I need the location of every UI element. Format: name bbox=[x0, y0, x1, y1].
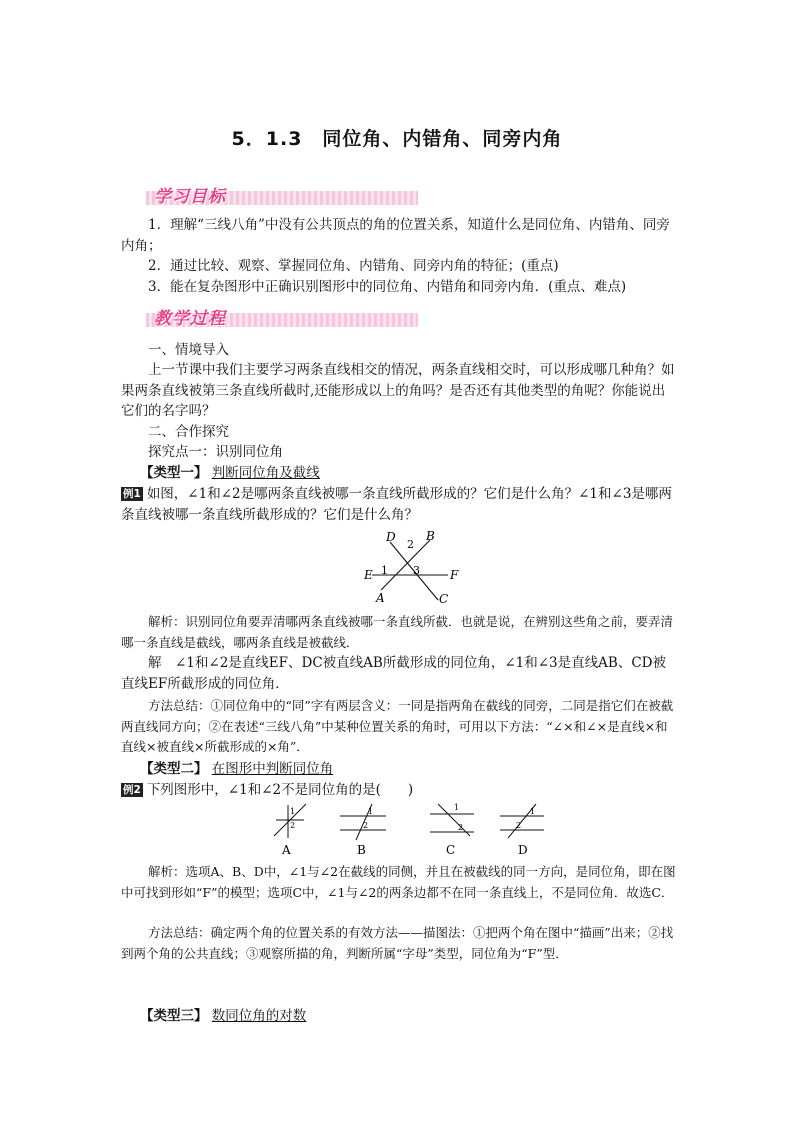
type-title: 判断同位角及截线 bbox=[211, 465, 320, 481]
point1-heading: 探究点一：识别同位角 bbox=[148, 444, 283, 460]
type1-heading bbox=[140, 463, 696, 484]
method-summary-1: 方法总结：①同位角中的“同”字有两层含义：一同是指两角在截线的同旁，二同是指它们在被截两直线同方向；②在表述“三线八角”中某种位置关系的角时，可用以下方法：“∠×和∠×是直线×和直线×被直线×所截形成的×角”． bbox=[121, 698, 674, 754]
type-title: 在图形中判断同位角 bbox=[211, 761, 334, 777]
goal-1: 1．理解“三线八角”中没有公共顶点的角的位置关系，知道什么是同位角、内错角、同旁内角； bbox=[121, 217, 670, 254]
analysis-2: 解析：选项A、B、D中，∠1与∠2在截线的同侧，并且在被截线的同一方向，是同位角，即在图中可找到形如“F”的模型；选项C中，∠1与∠2的两条边都不在同一条直线上，不是同位角．故选C． bbox=[121, 864, 676, 900]
goal-3: 3．能在复杂图形中正确识别图形中的同位角、内错角和同旁内角．(重点、难点) bbox=[148, 279, 627, 295]
angle-label-2: 2 bbox=[290, 821, 296, 830]
intro-heading: 一、情境导入 bbox=[148, 342, 229, 358]
option-label-b: B bbox=[357, 843, 366, 857]
type-bracket: 【类型一】 bbox=[140, 465, 208, 481]
angle-label-3: 3 bbox=[413, 564, 420, 577]
figure-1-diagram bbox=[350, 528, 470, 608]
option-b-figure bbox=[340, 804, 386, 840]
angle-label-1: 1 bbox=[530, 807, 536, 816]
angle-label-2: 2 bbox=[516, 821, 522, 830]
label-B: B bbox=[426, 529, 435, 543]
type-title: 数同位角的对数 bbox=[211, 1008, 307, 1024]
type3-heading bbox=[140, 1006, 696, 1027]
coop-heading: 二、合作探究 bbox=[148, 424, 229, 440]
goal-2: 2．通过比较、观察、掌握同位角、内错角、同旁内角的特征；(重点) bbox=[148, 258, 559, 274]
figure-options-diagram bbox=[268, 800, 558, 858]
angle-label-1: 1 bbox=[290, 807, 296, 816]
analysis-1: 解析：识别同位角要弄清哪两条直线被哪一条直线所截．也就是说，在辨别这些角之前，要弄清哪一条直线是截线，哪两条直线是被截线． bbox=[121, 614, 674, 650]
angle-label-1: 1 bbox=[381, 564, 388, 577]
option-label-d: D bbox=[518, 843, 528, 857]
type2-heading bbox=[140, 759, 696, 780]
angle-label-2: 2 bbox=[407, 538, 414, 551]
option-label-a: A bbox=[282, 843, 291, 857]
method-summary-2: 方法总结：确定两个角的位置关系的有效方法——描图法：①把两个角在图中“描画”出来；②找到两个角的公共直线；③观察所描的角，判断所属“字母”类型，同位角为“F”型． bbox=[121, 925, 674, 961]
example-badge: 例2 bbox=[123, 784, 141, 796]
section-banner-goals bbox=[146, 182, 418, 208]
option-d-figure bbox=[500, 804, 544, 838]
label-F: F bbox=[450, 568, 459, 582]
example-text: 如图，∠1和∠2是哪两条直线被哪一条直线所截形成的？它们是什么角？∠1和∠3是哪两条直线被哪一条直线所截形成的？它们是什么角？ bbox=[121, 486, 672, 523]
page-title: 5．1.3 同位角、内错角、同旁内角 bbox=[231, 128, 563, 150]
type-bracket: 【类型二】 bbox=[140, 761, 208, 777]
banner-label: 学习目标 bbox=[154, 187, 226, 207]
label-A: A bbox=[376, 591, 385, 605]
example-badge: 例1 bbox=[123, 488, 141, 500]
label-C: C bbox=[439, 592, 449, 606]
example2 bbox=[121, 780, 677, 801]
intro-text: 上一节课中我们主要学习两条直线相交的情况，两条直线相交时，可以形成哪几种角？如果两条直线被第三条直线所截时,还能形成以上的角吗？是否还有其他类型的角呢？你能说出它们的名字吗？ bbox=[121, 362, 675, 419]
line-AB bbox=[381, 540, 430, 590]
angle-label-1: 1 bbox=[368, 807, 374, 816]
type-bracket: 【类型三】 bbox=[140, 1008, 208, 1024]
angle-label-2: 2 bbox=[363, 821, 369, 830]
option-c-figure bbox=[430, 803, 474, 836]
label-E: E bbox=[364, 568, 373, 582]
option-label-c: C bbox=[446, 843, 456, 857]
angle-label-2: 2 bbox=[458, 823, 464, 832]
solution-1: 解 ∠1和∠2是直线EF、DC被直线AB所截形成的同位角，∠1和∠3是直线AB、CD被直线EF所截形成的同位角． bbox=[121, 655, 666, 692]
angle-label-1: 1 bbox=[454, 803, 460, 812]
banner-label: 教学过程 bbox=[154, 309, 226, 329]
example1 bbox=[121, 484, 677, 525]
example-text: 下列图形中，∠1和∠2不是同位角的是( ) bbox=[146, 782, 414, 798]
option-a-figure bbox=[274, 804, 306, 838]
section-banner-process bbox=[146, 304, 418, 330]
label-D: D bbox=[386, 530, 396, 544]
